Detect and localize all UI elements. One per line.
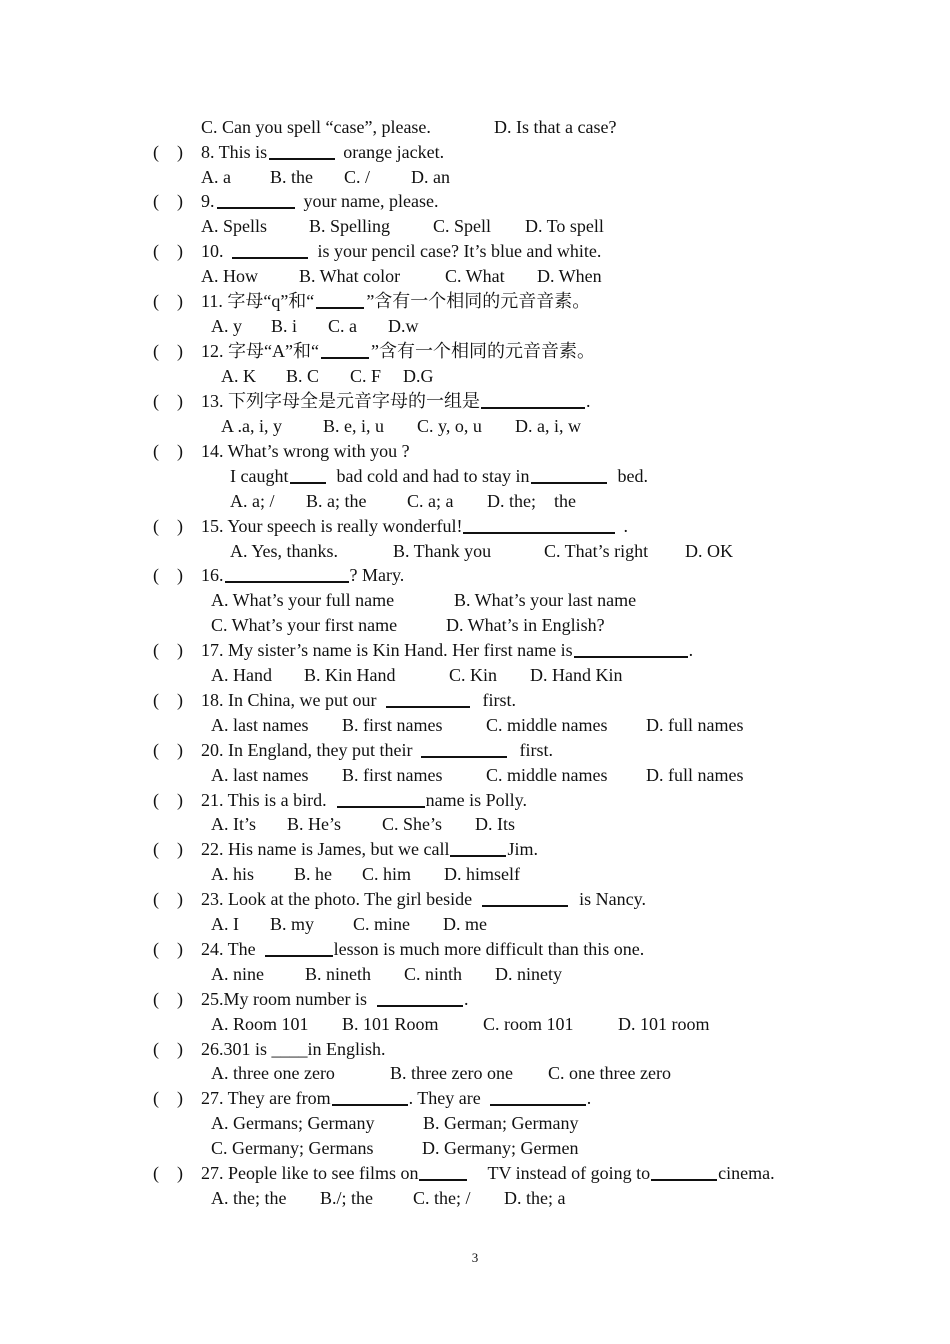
question-text: bad cold and had to stay in bbox=[336, 466, 530, 486]
option-d: D. the; the bbox=[487, 491, 576, 511]
answer-paren-q14[interactable]: ( ) bbox=[153, 441, 183, 461]
answer-blank[interactable] bbox=[386, 690, 470, 708]
answer-blank[interactable] bbox=[463, 516, 615, 534]
answer-paren-q18[interactable]: ( ) bbox=[153, 690, 183, 710]
page-number: 3 bbox=[471, 1250, 479, 1265]
answer-paren-q17[interactable]: ( ) bbox=[153, 640, 183, 660]
option-b: B. he bbox=[294, 864, 332, 884]
option-c: C. Spell bbox=[433, 216, 492, 236]
option-b: B. e, i, u bbox=[323, 416, 384, 436]
option-c: C. That’s right bbox=[544, 541, 649, 561]
option-a: A. It’s bbox=[211, 814, 256, 834]
question-13 bbox=[201, 390, 591, 412]
question-text: lesson is much more difficult than this one. bbox=[333, 939, 645, 959]
option-c: C. y, o, u bbox=[417, 416, 482, 436]
option-d: D. To spell bbox=[525, 216, 604, 236]
option-d: D. ninety bbox=[495, 964, 562, 984]
option-c: C. a; a bbox=[407, 491, 454, 511]
answer-blank[interactable] bbox=[490, 1088, 586, 1106]
option-d: D. himself bbox=[444, 864, 520, 884]
answer-paren-q12[interactable]: ( ) bbox=[153, 341, 183, 361]
answer-paren-q24[interactable]: ( ) bbox=[153, 939, 183, 959]
answer-blank[interactable] bbox=[232, 241, 308, 259]
option-c: C. Can you spell “case”, please. bbox=[201, 117, 431, 137]
answer-blank[interactable] bbox=[225, 565, 349, 583]
option-a: A. Yes, thanks. bbox=[230, 541, 339, 561]
option-b: B. my bbox=[270, 914, 315, 934]
option-a: A. a; / bbox=[230, 491, 275, 511]
option-b: B. a; the bbox=[306, 491, 367, 511]
option-a: A. I bbox=[211, 914, 239, 934]
option-b: B. nineth bbox=[305, 964, 371, 984]
question-12 bbox=[201, 340, 595, 362]
question-text: bed. bbox=[617, 466, 648, 486]
answer-blank[interactable] bbox=[316, 291, 364, 309]
option-d: D.G bbox=[403, 366, 434, 386]
question-text: 8. This is bbox=[201, 142, 268, 162]
option-a: A. Hand bbox=[211, 665, 272, 685]
answer-blank[interactable] bbox=[574, 640, 688, 658]
answer-blank[interactable] bbox=[290, 466, 326, 484]
option-b: B. three zero one bbox=[390, 1063, 513, 1083]
question-text: 17. My sister’s name is Kin Hand. Her first name is bbox=[201, 640, 573, 660]
option-a: A. K bbox=[221, 366, 256, 386]
option-a: A. nine bbox=[211, 964, 264, 984]
answer-paren-q27b[interactable]: ( ) bbox=[153, 1163, 183, 1183]
question-17 bbox=[201, 639, 693, 661]
question-text: 27. People like to see films on bbox=[201, 1163, 419, 1183]
answer-paren-q13[interactable]: ( ) bbox=[153, 391, 183, 411]
option-d: D. full names bbox=[646, 715, 744, 735]
answer-paren-q21[interactable]: ( ) bbox=[153, 790, 183, 810]
option-b: B. i bbox=[271, 316, 298, 336]
option-c: C. the; / bbox=[413, 1188, 471, 1208]
option-c: C. Kin bbox=[449, 665, 498, 685]
question-text: is Nancy. bbox=[579, 889, 646, 909]
question-text: name is Polly. bbox=[425, 790, 528, 810]
option-a: A. How bbox=[201, 266, 258, 286]
option-a: A. Germans; Germany bbox=[211, 1113, 375, 1133]
option-a: A. the; the bbox=[211, 1188, 287, 1208]
question-text: ”含有一个相同的元音音素。 bbox=[366, 291, 591, 311]
question-25 bbox=[201, 988, 469, 1010]
option-d: D. a, i, w bbox=[515, 416, 581, 436]
answer-paren-q8[interactable]: ( ) bbox=[153, 142, 183, 162]
question-text: 26.301 is ____in English. bbox=[201, 1039, 386, 1059]
question-text: 25.My room number is bbox=[201, 989, 367, 1009]
answer-blank[interactable] bbox=[217, 191, 295, 209]
answer-paren-q22[interactable]: ( ) bbox=[153, 839, 183, 859]
option-a: A. y bbox=[211, 316, 242, 336]
question-10 bbox=[201, 240, 601, 262]
question-text: . bbox=[586, 391, 591, 411]
answer-paren-q11[interactable]: ( ) bbox=[153, 291, 183, 311]
answer-blank[interactable] bbox=[265, 939, 333, 957]
option-c: C. ninth bbox=[404, 964, 463, 984]
question-26 bbox=[201, 1038, 386, 1060]
option-b: B. Thank you bbox=[393, 541, 492, 561]
option-d: D.w bbox=[388, 316, 419, 336]
question-14 bbox=[201, 440, 410, 462]
question-text: cinema. bbox=[718, 1163, 775, 1183]
answer-blank[interactable] bbox=[482, 889, 568, 907]
question-20 bbox=[201, 739, 553, 761]
answer-blank[interactable] bbox=[321, 341, 369, 359]
question-24 bbox=[201, 938, 644, 960]
answer-paren-q10[interactable]: ( ) bbox=[153, 241, 183, 261]
option-b: B. the bbox=[270, 167, 313, 187]
option-d: D. Its bbox=[475, 814, 515, 834]
question-text: 10. bbox=[201, 241, 224, 261]
option-b: B. first names bbox=[342, 765, 443, 785]
question-text: . bbox=[623, 516, 628, 536]
option-b: B. He’s bbox=[287, 814, 341, 834]
question-text: ? Mary. bbox=[349, 565, 405, 585]
question-text: is your pencil case? It’s blue and white. bbox=[317, 241, 602, 261]
option-c: C. middle names bbox=[486, 765, 608, 785]
option-d: D. When bbox=[537, 266, 602, 286]
question-15 bbox=[201, 515, 628, 537]
question-text: orange jacket. bbox=[343, 142, 445, 162]
question-text: 18. In China, we put our bbox=[201, 690, 377, 710]
option-a: A. a bbox=[201, 167, 231, 187]
answer-paren-q25[interactable]: ( ) bbox=[153, 989, 183, 1009]
option-a: A. last names bbox=[211, 715, 309, 735]
question-text: I caught bbox=[230, 466, 289, 486]
option-c: C. F bbox=[350, 366, 382, 386]
question-11 bbox=[201, 290, 590, 312]
option-c: C. She’s bbox=[382, 814, 443, 834]
question-text: 9. bbox=[201, 191, 215, 211]
question-16 bbox=[201, 564, 404, 586]
option-a: A. What’s your full name bbox=[211, 590, 395, 610]
option-a: A. three one zero bbox=[211, 1063, 335, 1083]
option-d: D. an bbox=[411, 167, 450, 187]
question-text: 12. 字母“A”和“ bbox=[201, 341, 319, 361]
question-text: 27. They are from bbox=[201, 1088, 331, 1108]
question-21 bbox=[201, 789, 527, 811]
option-b: B. 101 Room bbox=[342, 1014, 439, 1034]
option-b: B./; the bbox=[320, 1188, 373, 1208]
option-d: D. Germany; Germen bbox=[422, 1138, 579, 1158]
question-text: 22. His name is James, but we call bbox=[201, 839, 450, 859]
answer-paren-q27a[interactable]: ( ) bbox=[153, 1088, 183, 1108]
question-22 bbox=[201, 838, 538, 860]
option-b: B. Kin Hand bbox=[304, 665, 396, 685]
answer-blank[interactable] bbox=[450, 839, 506, 857]
option-c: C. him bbox=[362, 864, 412, 884]
question-text: your name, please. bbox=[303, 191, 439, 211]
question-text: 16. bbox=[201, 565, 224, 585]
question-text: first. bbox=[519, 740, 553, 760]
option-b: B. What’s your last name bbox=[454, 590, 637, 610]
question-text: . bbox=[464, 989, 469, 1009]
answer-blank[interactable] bbox=[421, 740, 507, 758]
question-27b bbox=[201, 1162, 775, 1184]
answer-paren-q20[interactable]: ( ) bbox=[153, 740, 183, 760]
option-c: C. / bbox=[344, 167, 371, 187]
question-14-sentence bbox=[230, 465, 648, 487]
option-c: C. mine bbox=[353, 914, 410, 934]
option-b: B. What color bbox=[299, 266, 401, 286]
question-18 bbox=[201, 689, 516, 711]
question-text: first. bbox=[482, 690, 516, 710]
question-23 bbox=[201, 888, 646, 910]
question-text: . bbox=[688, 640, 694, 660]
answer-blank[interactable] bbox=[332, 1088, 408, 1106]
question-text: . They are bbox=[408, 1088, 481, 1108]
question-text: TV instead of going to bbox=[487, 1163, 651, 1183]
answer-paren-q26[interactable]: ( ) bbox=[153, 1039, 183, 1059]
option-c: C. room 101 bbox=[483, 1014, 574, 1034]
question-8 bbox=[201, 141, 444, 163]
option-d: D. OK bbox=[685, 541, 733, 561]
question-text: 11. 字母“q”和“ bbox=[201, 291, 315, 311]
option-d: D. 101 room bbox=[618, 1014, 710, 1034]
answer-blank[interactable] bbox=[377, 989, 463, 1007]
option-d: D. me bbox=[443, 914, 487, 934]
answer-blank[interactable] bbox=[269, 142, 335, 160]
answer-blank[interactable] bbox=[419, 1163, 467, 1181]
option-b: B. first names bbox=[342, 715, 443, 735]
option-d: D. full names bbox=[646, 765, 744, 785]
question-text: 21. This is a bird. bbox=[201, 790, 327, 810]
answer-blank[interactable] bbox=[337, 790, 425, 808]
answer-paren-q15[interactable]: ( ) bbox=[153, 516, 183, 536]
option-a: A .a, i, y bbox=[221, 416, 282, 436]
option-a: A. Room 101 bbox=[211, 1014, 309, 1034]
answer-paren-q9[interactable]: ( ) bbox=[153, 191, 183, 211]
question-text: Jim. bbox=[507, 839, 538, 859]
option-b: B. C bbox=[286, 366, 320, 386]
option-a: A. Spells bbox=[201, 216, 268, 236]
question-text: ”含有一个相同的元音音素。 bbox=[370, 341, 595, 361]
option-a: A. his bbox=[211, 864, 255, 884]
question-text: 15. Your speech is really wonderful! bbox=[201, 516, 463, 536]
answer-blank[interactable] bbox=[651, 1163, 717, 1181]
option-d: D. the; a bbox=[504, 1188, 566, 1208]
question-text: 20. In England, they put their bbox=[201, 740, 413, 760]
option-c: C. Germany; Germans bbox=[211, 1138, 374, 1158]
option-a: A. last names bbox=[211, 765, 309, 785]
answer-blank[interactable] bbox=[531, 466, 607, 484]
question-text: 24. The bbox=[201, 939, 256, 959]
answer-paren-q16[interactable]: ( ) bbox=[153, 565, 183, 585]
option-b: B. Spelling bbox=[309, 216, 391, 236]
option-c: C. a bbox=[328, 316, 357, 336]
option-d: D. Hand Kin bbox=[530, 665, 623, 685]
question-text: . bbox=[586, 1088, 592, 1108]
option-b: B. German; Germany bbox=[423, 1113, 579, 1133]
option-c: C. What’s your first name bbox=[211, 615, 398, 635]
answer-blank[interactable] bbox=[481, 391, 585, 409]
question-27a bbox=[201, 1087, 591, 1109]
question-text: 13. 下列字母全是元音字母的一组是 bbox=[201, 391, 480, 411]
option-c: C. What bbox=[445, 266, 505, 286]
option-d: D. What’s in English? bbox=[446, 615, 605, 635]
option-c: C. one three zero bbox=[548, 1063, 671, 1083]
question-text: 14. What’s wrong with you ? bbox=[201, 441, 410, 461]
option-c: C. middle names bbox=[486, 715, 608, 735]
question-text: 23. Look at the photo. The girl beside bbox=[201, 889, 473, 909]
question-9 bbox=[201, 190, 438, 212]
option-d: D. Is that a case? bbox=[494, 117, 617, 137]
answer-paren-q23[interactable]: ( ) bbox=[153, 889, 183, 909]
